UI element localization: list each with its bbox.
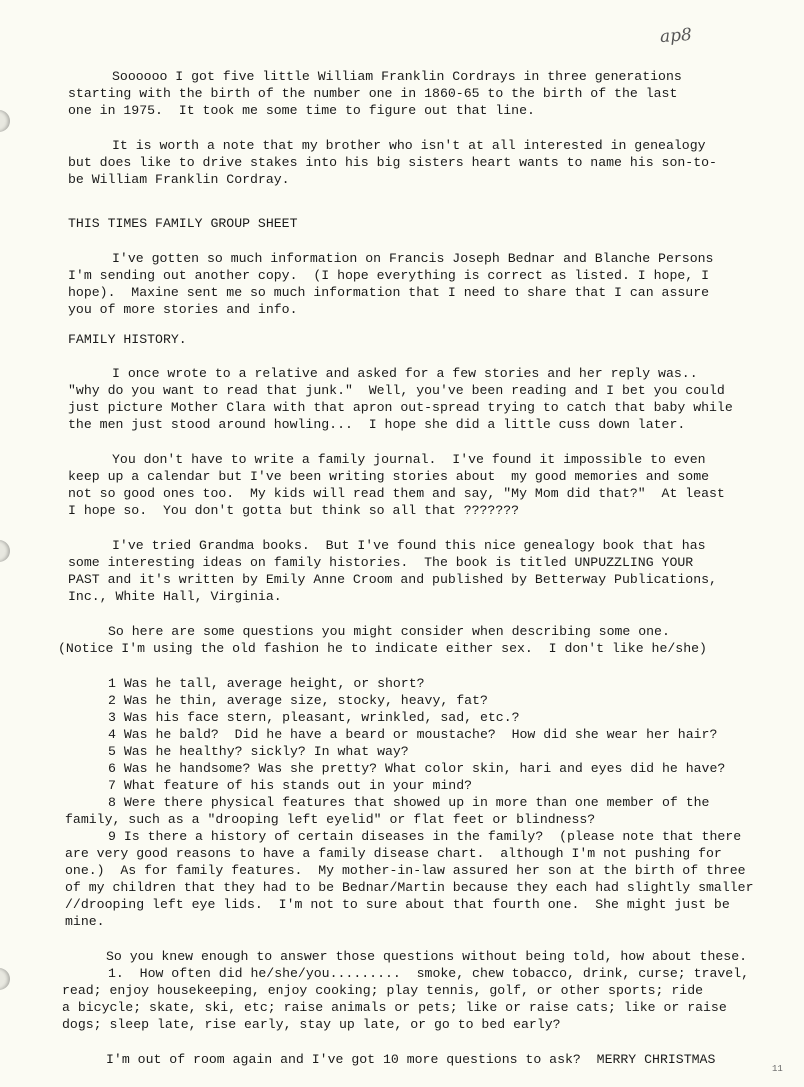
text-line: I'm sending out another copy. (I hope everything is correct as listed. I hope, I — [68, 268, 710, 283]
text-line: Inc., White Hall, Virginia. — [68, 589, 282, 604]
text-line: I've gotten so much information on Francis Joseph Bednar and Blanche Persons — [112, 251, 714, 266]
question-item: 3 Was his face stern, pleasant, wrinkled, sad, etc.? — [108, 710, 520, 725]
handwritten-margin-note: ap8 — [659, 24, 693, 48]
section-heading: FAMILY HISTORY. — [68, 332, 187, 347]
text-line: So here are some questions you might consider when describing some one. — [108, 624, 670, 639]
corner-mark: 11 — [772, 1064, 783, 1074]
question-item: 4 Was he bald? Did he have a beard or moustache? How did she wear her hair? — [108, 727, 718, 742]
question-item: 1 Was he tall, average height, or short? — [108, 676, 425, 691]
text-line: "why do you want to read that junk." Well, you've been reading and I bet you could — [68, 383, 725, 398]
text-line: mine. — [65, 914, 105, 929]
section-heading: THIS TIMES FAMILY GROUP SHEET — [68, 216, 298, 231]
binder-hole — [0, 540, 10, 562]
text-line: not so good ones too. My kids will read them and say, "My Mom did that?" At least — [68, 486, 725, 501]
text-line: one in 1975. It took me some time to figure out that line. — [68, 103, 535, 118]
question-item: 9 Is there a history of certain diseases in the family? (please note that there — [108, 829, 742, 844]
text-line: You don't have to write a family journal. I've found it impossible to even — [112, 452, 706, 467]
text-line: you of more stories and info. — [68, 302, 298, 317]
text-line: the men just stood around howling... I hope she did a little cuss down later. — [68, 417, 686, 432]
text-line: So you knew enough to answer those questions without being told, how about these. — [106, 949, 748, 964]
text-line: PAST and it's written by Emily Anne Croom and published by Betterway Publications, — [68, 572, 717, 587]
text-line: //drooping left eye lids. I'm not to sure about that fourth one. She might just be — [65, 897, 730, 912]
text-line: are very good reasons to have a family disease chart. although I'm not pushing for — [65, 846, 722, 861]
text-line: It is worth a note that my brother who isn't at all interested in genealogy — [112, 138, 706, 153]
text-line: be William Franklin Cordray. — [68, 172, 290, 187]
text-line: but does like to drive stakes into his big sisters heart wants to name his son-to- — [68, 155, 717, 170]
text-line: dogs; sleep late, rise early, stay up late, or go to bed early? — [62, 1017, 561, 1032]
text-line: starting with the birth of the number one in 1860-65 to the birth of the last — [68, 86, 678, 101]
question-item: 2 Was he thin, average size, stocky, heavy, fat? — [108, 693, 488, 708]
text-line: a bicycle; skate, ski, etc; raise animals or pets; like or raise cats; like or raise — [62, 1000, 727, 1015]
text-line: hope). Maxine sent me so much information that I need to share that I can assure — [68, 285, 710, 300]
question-item: 5 Was he healthy? sickly? In what way? — [108, 744, 409, 759]
text-line: I once wrote to a relative and asked for a few stories and her reply was.. — [112, 366, 698, 381]
text-line: I've tried Grandma books. But I've found this nice genealogy book that has — [112, 538, 706, 553]
closing-line: I'm out of room again and I've got 10 more questions to ask? MERRY CHRISTMAS — [106, 1052, 716, 1067]
text-line: family, such as a "drooping left eyelid" or flat feet or blindness? — [65, 812, 596, 827]
question-item: 7 What feature of his stands out in your mind? — [108, 778, 473, 793]
binder-hole — [0, 110, 10, 132]
text-line: one.) As for family features. My mother-in-law assured her son at the birth of three — [65, 863, 746, 878]
text-line: 1. How often did he/she/you......... smoke, chew tobacco, drink, curse; travel, — [108, 966, 750, 981]
text-line: I hope so. You don't gotta but think so all that ??????? — [68, 503, 520, 518]
text-line: Soooooo I got five little William Franklin Cordrays in three generations — [112, 69, 682, 84]
text-line: just picture Mother Clara with that apron out-spread trying to catch that baby while — [68, 400, 733, 415]
text-line: some interesting ideas on family histories. The book is titled UNPUZZLING YOUR — [68, 555, 694, 570]
question-item: 8 Were there physical features that showed up in more than one member of the — [108, 795, 710, 810]
text-line: read; enjoy housekeeping, enjoy cooking; play tennis, golf, or other sports; ride — [62, 983, 704, 998]
text-line: keep up a calendar but I've been writing stories about my good memories and some — [68, 469, 710, 484]
binder-hole — [0, 968, 10, 990]
text-line: of my children that they had to be Bednar/Martin because they each had slightly smaller — [65, 880, 754, 895]
text-line: (Notice I'm using the old fashion he to indicate either sex. I don't like he/she) — [58, 641, 707, 656]
question-item: 6 Was he handsome? Was she pretty? What color skin, hari and eyes did he have? — [108, 761, 726, 776]
